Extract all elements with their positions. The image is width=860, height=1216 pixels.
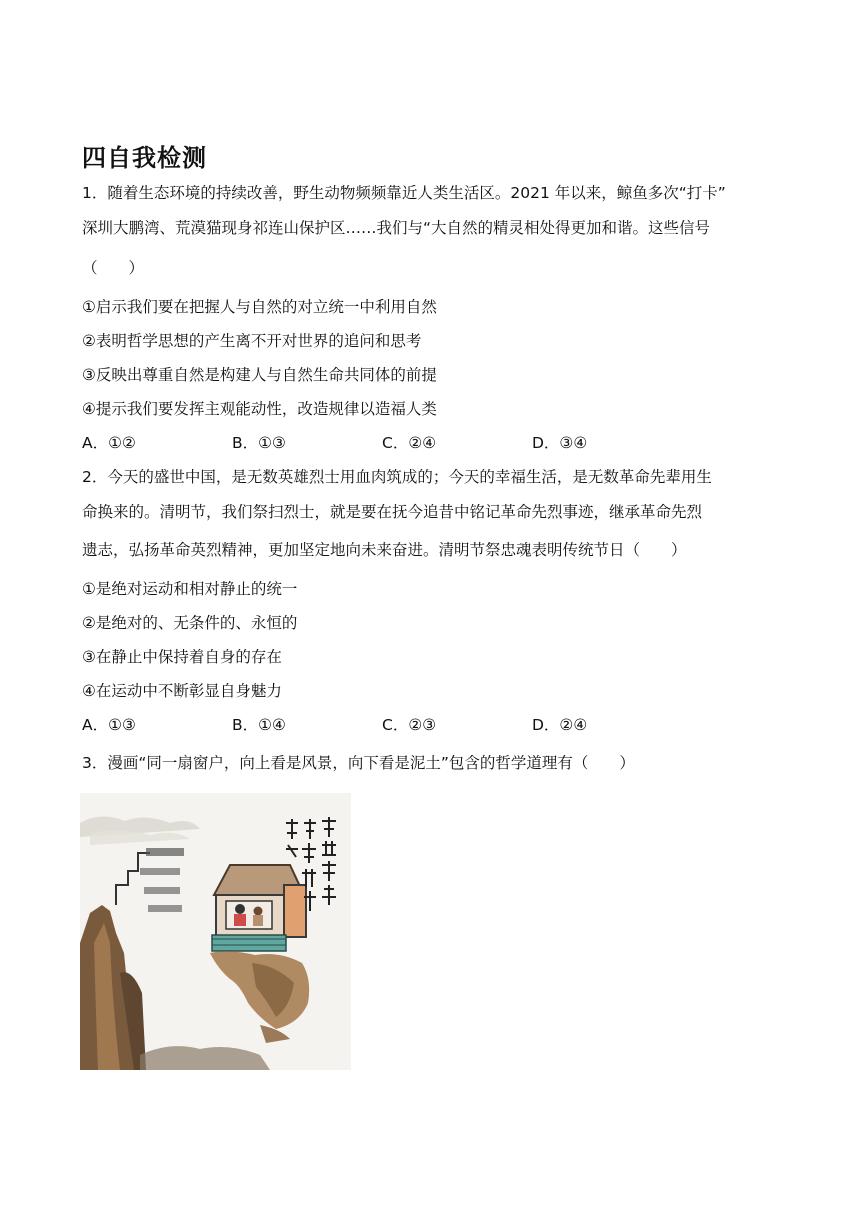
question-2-statement-1: ①是绝对运动和相对静止的统一 xyxy=(82,580,298,598)
question-2-statement-3: ③在静止中保持着自身的存在 xyxy=(82,648,282,666)
question-2-line-2: 命换来的。清明节，我们祭扫烈士，就是要在抚今追昔中铭记革命先烈事迹，继承革命先烈 xyxy=(82,503,703,521)
question-2-statement-4: ④在运动中不断彰显自身魅力 xyxy=(82,682,282,700)
question-1-answer-blank: （ ） xyxy=(82,259,145,277)
question-1-line-1: 1．随着生态环境的持续改善，野生动物频频靠近人类生活区。2021 年以来，鲸鱼多次“打卡” xyxy=(82,184,726,202)
question-1-option-c: C．②④ xyxy=(382,434,437,452)
question-1-option-a: A．①② xyxy=(82,434,136,452)
question-3-line-1: 3．漫画“同一扇窗户，向上看是风景，向下看是泥土”包含的哲学道理有（ ） xyxy=(82,754,635,772)
question-2-option-d: D．②④ xyxy=(532,716,588,734)
question-2-line-1: 2．今天的盛世中国，是无数英雄烈士用血肉筑成的；今天的幸福生活，是无数革命先辈用生 xyxy=(82,468,712,486)
question-2-option-c: C．②③ xyxy=(382,716,437,734)
question-1-option-b: B．①③ xyxy=(232,434,286,452)
question-1-line-2: 深圳大鹏湾、荒漠猫现身祁连山保护区……我们与“大自然的精灵相处得更加和谐。这些信号 xyxy=(82,219,711,237)
question-2-statement-2: ②是绝对的、无条件的、永恒的 xyxy=(82,614,298,632)
question-1-statement-1: ①启示我们要在把握人与自然的对立统一中利用自然 xyxy=(82,298,437,316)
cartoon-illustration xyxy=(80,793,351,1070)
question-2-line-3: 遗志，弘扬革命英烈精神，更加坚定地向未来奋进。清明节祭忠魂表明传统节日（ ） xyxy=(82,541,687,559)
section-title: 四自我检测 xyxy=(82,144,207,172)
question-1-statement-2: ②表明哲学思想的产生离不开对世界的追问和思考 xyxy=(82,332,422,350)
question-1-statement-4: ④提示我们要发挥主观能动性，改造规律以造福人类 xyxy=(82,400,437,418)
question-2-option-a: A．①③ xyxy=(82,716,136,734)
question-1-statement-3: ③反映出尊重自然是构建人与自然生命共同体的前提 xyxy=(82,366,437,384)
question-2-option-b: B．①④ xyxy=(232,716,286,734)
question-1-option-d: D．③④ xyxy=(532,434,588,452)
